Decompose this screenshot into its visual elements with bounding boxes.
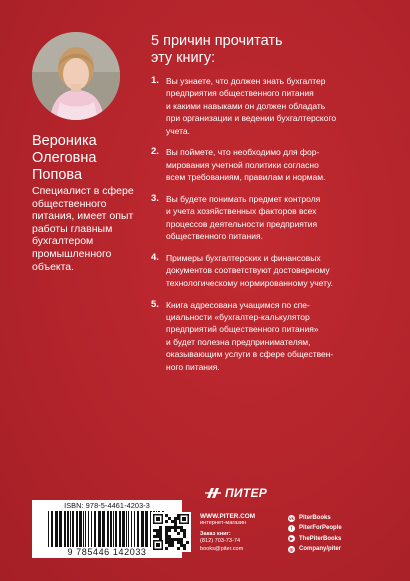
reasons-list [151,75,391,382]
reason-line: документов соответствуют достоверному [166,265,330,276]
reason-number: 2. [151,146,159,158]
social-link-facebook[interactable] [288,523,398,533]
author-bio-line: Специалист в сфере [32,185,134,197]
publisher-logo-text: ПИТЕР [225,486,268,500]
author-bio [32,185,142,273]
youtube-icon: ▶ [289,536,294,542]
reason-item [151,252,391,289]
order-email-link[interactable]: books@piter.com [200,545,244,552]
social-link-youtube[interactable] [288,534,398,544]
author-name [32,133,142,184]
reason-text [166,193,391,243]
reasons-heading-line: 5 причин прочитать [151,33,283,49]
reason-line: процессов деятельности предприятия [166,218,318,229]
reason-text [166,75,391,137]
piter-logo-icon [205,486,223,500]
reason-number: 5. [151,298,159,310]
reason-line: общественного питания. [166,231,263,242]
author-bio-line: промышленного [32,247,112,260]
qr-code[interactable] [151,512,191,552]
reason-line: предприятий общественного питания» [166,324,319,335]
reason-line: оказывающим услуги в сфере обществен- [166,349,334,360]
social-label: ThePiterBooks [299,535,342,542]
author-bio-line: общественного [32,197,107,210]
reason-line: ного питания. [166,361,220,372]
reason-line: и будет полезна предпринимателям, [166,336,311,347]
reason-line: предприятия общественного питания [166,88,314,99]
reason-line: Примеры бухгалтерских и финансовых [166,253,321,264]
reason-line: и какими навыками он должен обладать [166,100,326,111]
reason-item [151,299,391,373]
social-links [288,513,398,554]
reason-item [151,193,391,243]
reason-text [166,146,391,183]
reason-line: Вы поймете, что необходимо для фор- [166,147,320,158]
reason-line: Вы узнаете, что должен знать бухгалтер [166,76,326,86]
reason-line: Вы будете понимать предмет контроля [166,194,321,205]
author-first-name: Вероника [32,133,97,149]
vk-icon: vk [288,515,294,521]
reason-line: технологическому нормированному учету. [166,277,333,288]
reason-line: Книга адресована учащимся по спе- [166,299,310,310]
author-bio-line: работы главным [32,222,113,235]
reason-text [166,299,391,373]
author-bio-line: объекта. [32,260,75,273]
order-label: Заказ книг: [200,530,231,537]
reason-item [151,75,391,137]
isbn-digits: 9 785446 142033 [67,547,147,557]
reason-line: мирования учетной политики согласно [166,159,319,170]
publisher-logo [205,484,267,502]
author-bio-line: питания, имеет опыт [32,210,134,223]
reason-number: 1. [151,75,159,86]
reason-text [166,252,391,289]
reasons-heading [151,33,401,67]
reasons-heading-line: эту книгу: [151,50,216,66]
author-photo [32,32,120,120]
reason-line: циальности «бухгалтер-калькулятор [166,312,310,323]
author-bio-line: бухгалтером [32,235,94,248]
author-last-name: Попова [32,167,83,183]
shop-info [200,513,285,553]
social-link-vk[interactable] [288,513,398,523]
reason-item [151,146,391,183]
reason-line: и учета хозяйственных факторов всех [166,206,317,217]
reason-line: учета. [166,125,191,136]
reason-number: 3. [151,193,159,205]
shop-website-link[interactable]: WWW.PITER.COM [200,513,256,520]
reason-number: 4. [151,252,159,264]
isbn-label: ISBN: 978-5-4461-4203-3 [64,501,150,510]
social-link-instagram[interactable] [288,544,398,554]
social-label: PiterForPeople [299,525,342,532]
instagram-icon: ◎ [289,546,294,552]
facebook-icon: f [288,525,295,532]
reason-line: всем требованиям, правилам и нормам. [166,172,326,183]
author-patronymic: Олеговна [32,150,97,166]
order-phone[interactable]: (812) 703-73-74 [200,538,241,545]
social-label: PiterBooks [299,515,331,522]
social-label: Company/piter [299,546,342,553]
reason-line: при организации и ведении бухгалтерского [166,113,337,124]
shop-website-caption: интернет-магазин [200,520,247,527]
barcode-bars [46,511,168,547]
